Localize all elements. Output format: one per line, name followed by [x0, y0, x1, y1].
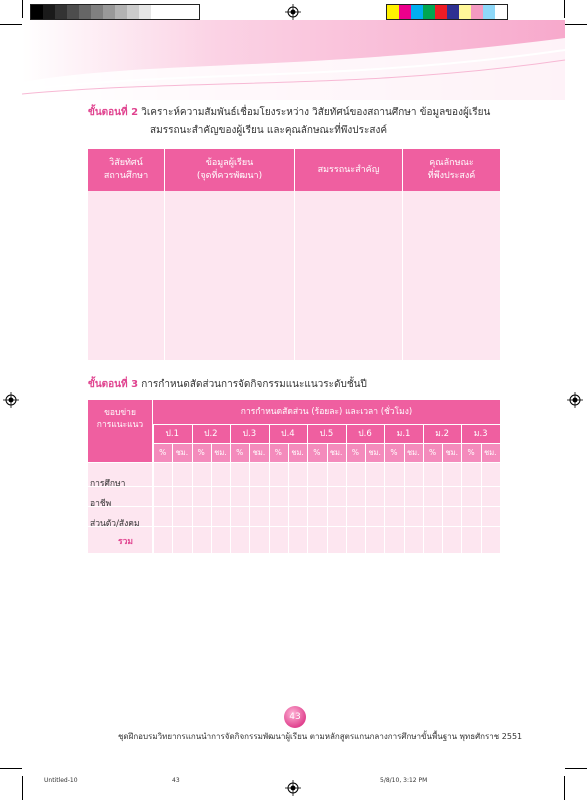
registration-target-icon — [285, 4, 301, 20]
column-divider — [152, 400, 153, 553]
grade-header: ป.4 — [281, 429, 295, 439]
column-divider — [153, 425, 154, 553]
grade-header: ม.3 — [473, 429, 488, 439]
column-divider — [461, 425, 462, 553]
column-divider — [230, 425, 231, 553]
percent-subheader: % — [236, 448, 244, 457]
guidance-proportion-table — [88, 400, 500, 553]
hours-subheader: ชม. — [484, 448, 497, 457]
column-divider — [307, 425, 308, 553]
percent-subheader: % — [313, 448, 321, 457]
grade-header: ม.1 — [396, 429, 411, 439]
crop-mark — [564, 0, 565, 18]
column-divider — [192, 425, 193, 553]
grayscale-registration-bar — [30, 4, 200, 20]
hours-subheader: ชม. — [291, 448, 304, 457]
slug-page: 43 — [172, 777, 180, 784]
step-3-text: การกำหนดสัดส่วนการจัดกิจกรรมแนะแนวระดับชั้นปี — [141, 379, 367, 390]
percent-subheader: % — [159, 448, 167, 457]
row-label-education: การศึกษา — [90, 479, 126, 489]
column-divider — [404, 444, 405, 553]
row-divider — [88, 462, 500, 463]
grade-header: ป.3 — [242, 429, 257, 439]
percent-subheader: % — [274, 448, 282, 457]
grade-header: ป.6 — [358, 429, 372, 439]
column-divider — [402, 149, 403, 360]
header-key-competency: สมรรถนะสำคัญ — [317, 164, 380, 175]
column-divider — [211, 444, 212, 553]
percent-subheader: % — [428, 448, 437, 457]
footer-caption: ชุดฝึกอบรมวิทยากรแกนนำการจัดกิจกรรมพัฒนาผู้เรียน ตามหลักสูตรแกนกลางการศึกษาขั้นพื้นฐาน พุทธศักราช 2551 — [118, 732, 523, 741]
crop-mark — [565, 768, 587, 769]
grade-header: ป.1 — [165, 429, 180, 439]
header-learner-data: ข้อมูลผู้เรียน (จุดที่ควรพัฒนา) — [196, 158, 263, 181]
crop-mark — [0, 768, 22, 769]
column-divider — [365, 444, 366, 553]
header-desired-characteristics: คุณลักษณะ ที่พึงประสงค์ — [427, 158, 476, 181]
slug-date: 5/8/10, 3:12 PM — [380, 777, 428, 784]
column-divider — [384, 425, 385, 553]
registration-target-icon — [3, 392, 19, 408]
main-header: การกำหนดสัดส่วน (ร้อยละ) และเวลา (ชั่วโมง) — [240, 407, 413, 417]
slug-filename: Untitled-10 — [44, 777, 78, 784]
column-divider — [249, 444, 250, 553]
registration-target-icon — [285, 780, 301, 796]
row-label-career: อาชีพ — [90, 499, 112, 509]
scope-header: ขอบข่าย การแนะแนว — [96, 408, 144, 430]
row-divider — [88, 486, 500, 487]
column-divider — [481, 444, 482, 553]
hours-subheader: ชม. — [445, 448, 458, 457]
page-number-badge: 43 — [284, 706, 306, 728]
row-divider — [153, 443, 500, 444]
step-3-label: ขั้นตอนที่ 3 — [88, 379, 139, 390]
column-divider — [327, 444, 328, 553]
grade-header: ป.2 — [204, 429, 218, 439]
column-divider — [172, 444, 173, 553]
column-divider — [288, 444, 289, 553]
step-2-text-line1: วิเคราะห์ความสัมพันธ์เชื่อมโยงระหว่าง วิสัยทัศน์ของสถานศึกษา ข้อมูลของผู้เรียน — [141, 107, 491, 118]
step-2-label: ขั้นตอนที่ 2 — [88, 107, 139, 118]
row-divider — [88, 506, 500, 507]
hours-subheader: ชม. — [368, 448, 381, 457]
column-divider — [442, 444, 443, 553]
column-divider — [346, 425, 347, 553]
color-registration-bar — [386, 4, 508, 20]
step-2-text-line2: สมรรถนะสำคัญของผู้เรียน และคุณลักษณะที่พึงประสงค์ — [150, 125, 388, 136]
column-divider — [164, 149, 165, 360]
step-2-heading — [88, 105, 500, 121]
competency-relation-table — [88, 149, 500, 360]
grade-header: ป.5 — [319, 429, 334, 439]
row-label-total: รวม — [118, 537, 133, 547]
table-body — [88, 462, 500, 553]
row-divider — [88, 526, 500, 527]
percent-subheader: % — [351, 448, 359, 457]
percent-subheader: % — [390, 448, 398, 457]
crop-mark — [564, 776, 565, 800]
row-label-personal-social: ส่วนตัว/สังคม — [90, 519, 140, 529]
hours-subheader: ชม. — [214, 448, 227, 457]
percent-subheader: % — [197, 448, 205, 457]
header-vision: วิสัยทัศน์ สถานศึกษา — [103, 158, 149, 181]
hours-subheader: ชม. — [407, 448, 420, 457]
row-divider — [153, 424, 500, 425]
step-3-heading — [88, 377, 500, 393]
hours-subheader: ชม. — [252, 448, 266, 457]
crop-mark — [22, 776, 23, 800]
column-divider — [423, 425, 424, 553]
hours-subheader: ชม. — [329, 448, 343, 457]
grade-header: ม.2 — [435, 429, 449, 439]
crop-mark — [22, 0, 23, 18]
column-divider — [269, 425, 270, 553]
hours-subheader: ชม. — [175, 448, 189, 457]
header-decoration — [0, 20, 587, 100]
percent-subheader: % — [467, 448, 475, 457]
registration-target-icon — [567, 392, 583, 408]
column-divider — [294, 149, 295, 360]
